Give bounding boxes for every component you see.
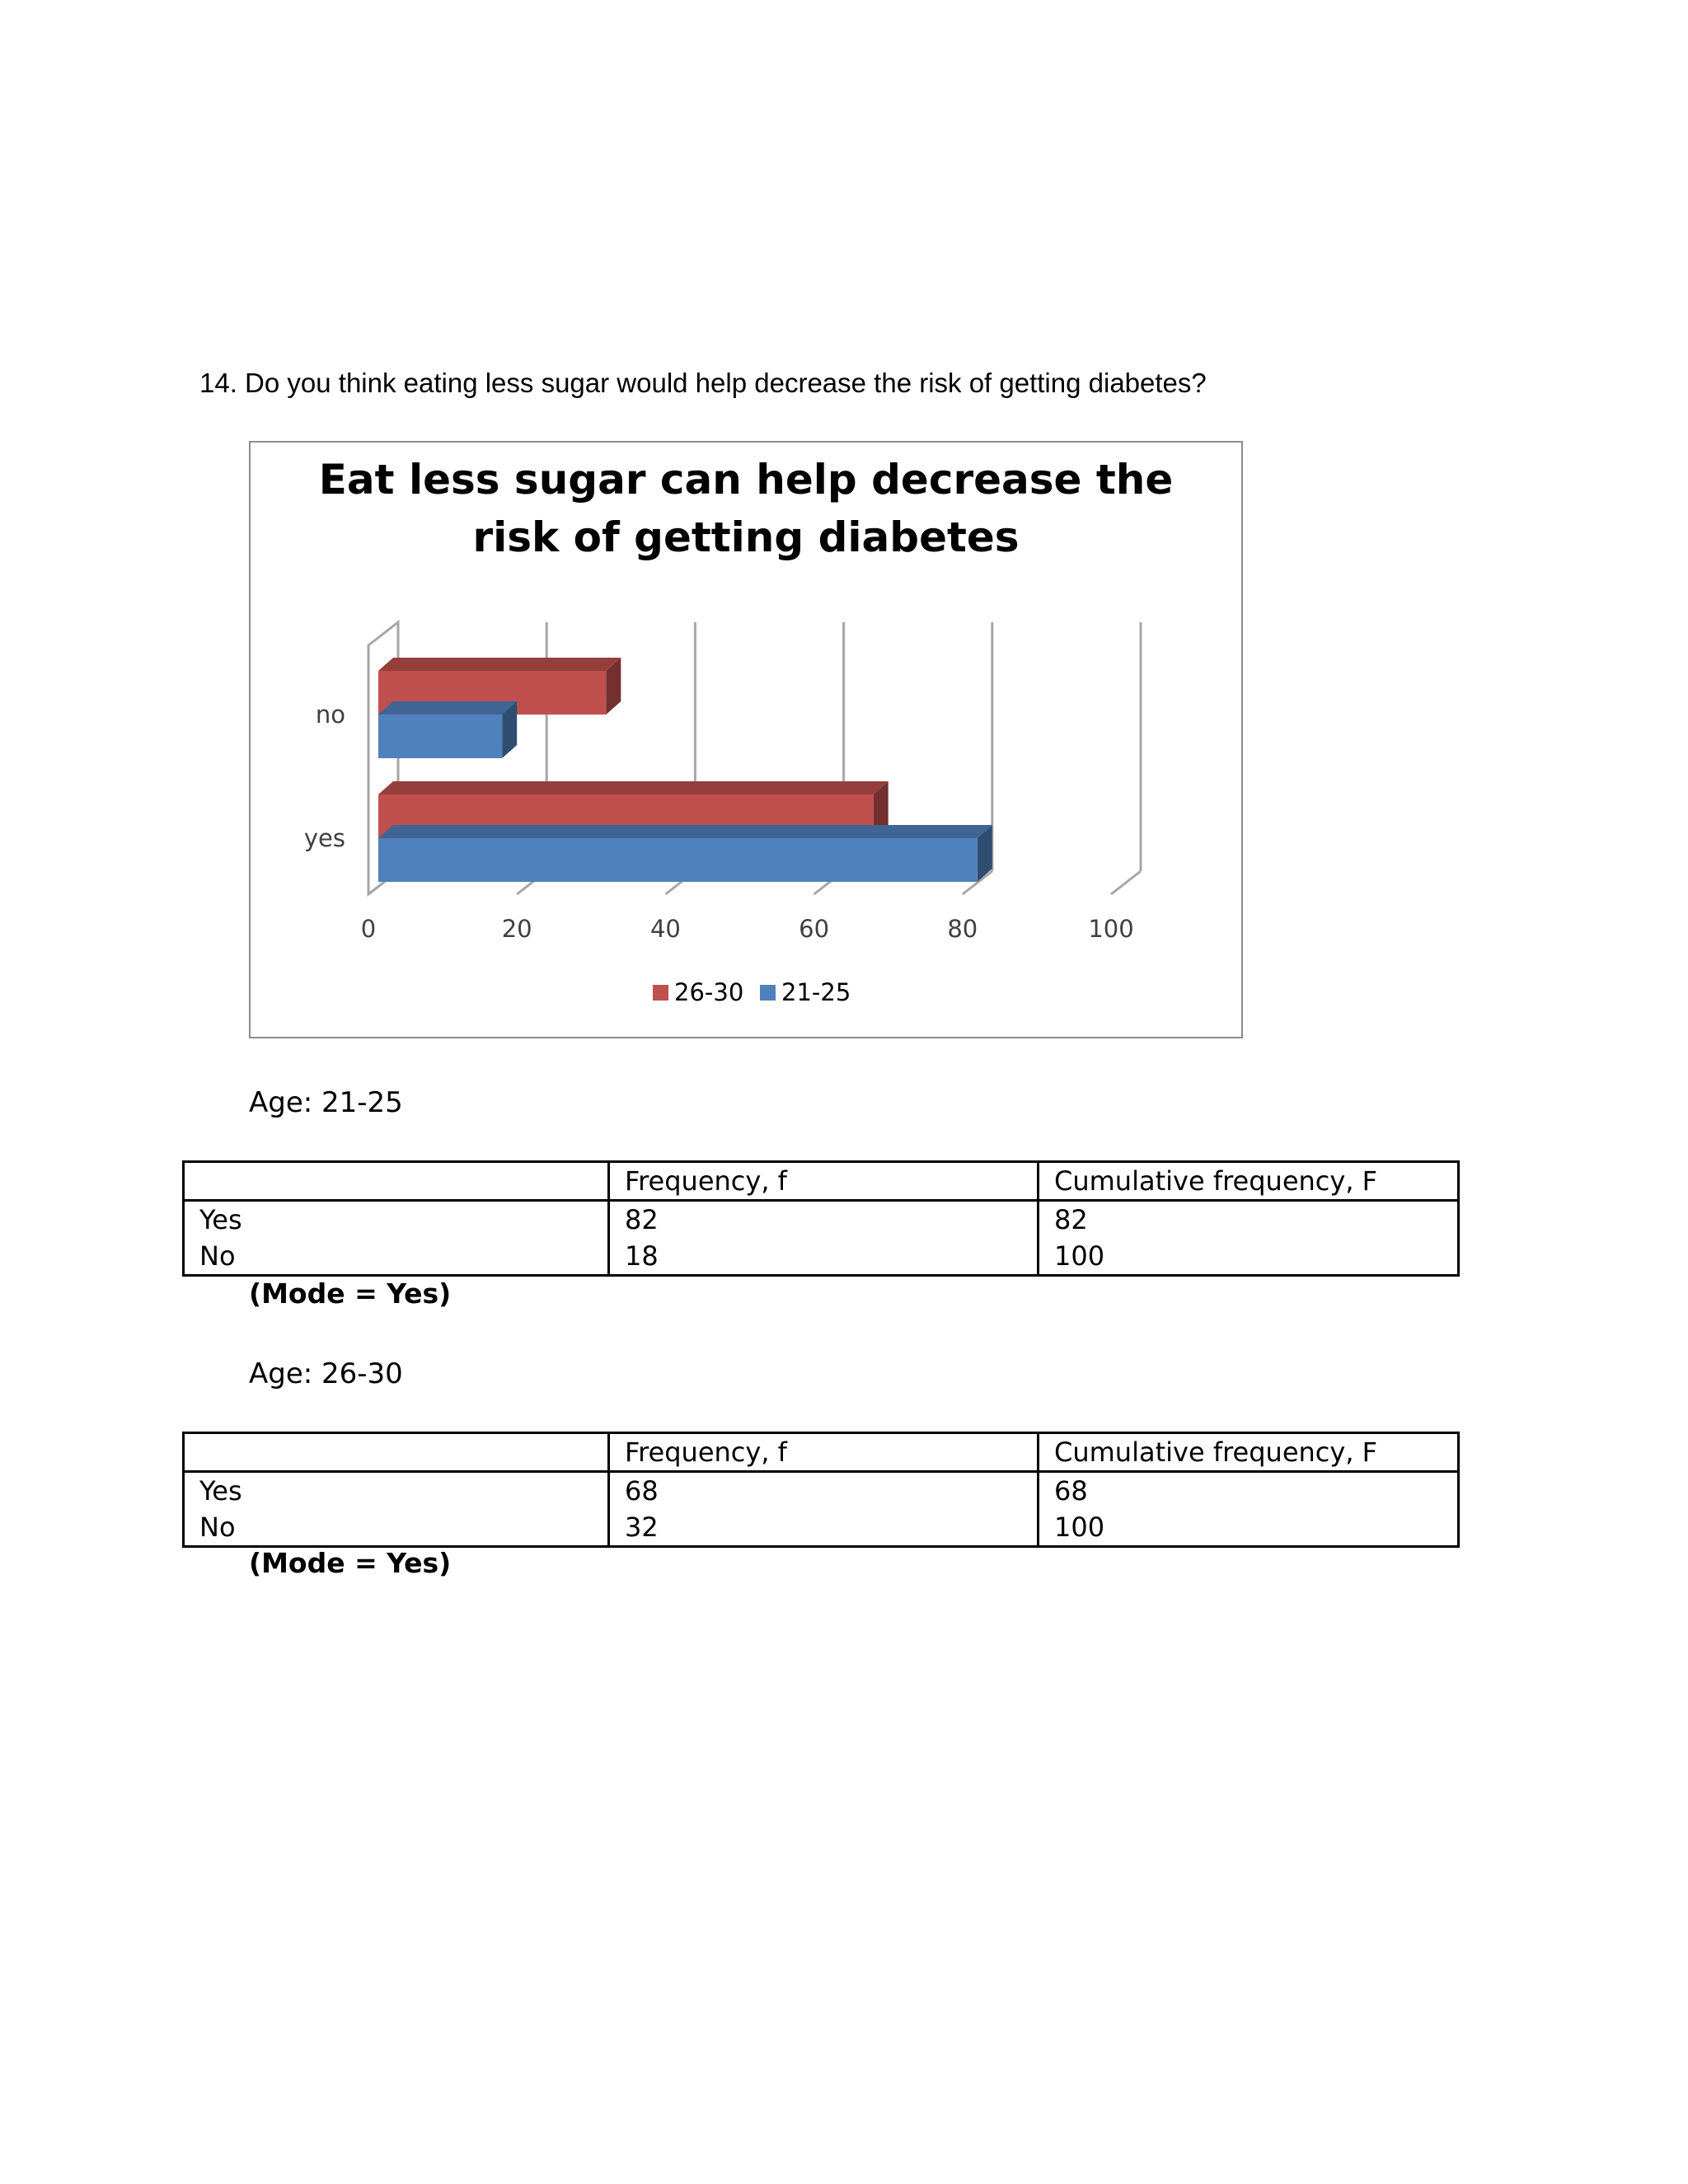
table-cell: Yes [184,1201,609,1239]
legend-swatch [653,985,668,1001]
table-cell: 32 [609,1509,1039,1547]
table-row [184,1472,1459,1510]
table-cell: 68 [1039,1472,1459,1510]
frequency-table-21-25 [182,1160,1460,1277]
table-row [184,1509,1459,1547]
header-cell: Frequency, f [609,1433,1039,1472]
table-1-mode: (Mode = Yes) [249,1277,452,1310]
x-tick-label: 40 [649,915,681,943]
legend-label: 26-30 [674,978,744,1006]
table-cell: 18 [609,1238,1039,1276]
table-header-row [184,1162,1459,1201]
header-cell: Cumulative frequency, F [1039,1433,1459,1472]
bar-no-21-25 [378,715,502,758]
table-cell: No [184,1509,609,1547]
table-header-row [184,1433,1459,1472]
bar-top-face [378,781,889,794]
header-cell [184,1433,609,1472]
table-2-age-label: Age: 26-30 [249,1357,403,1390]
x-tick-label: 80 [947,915,978,943]
table-row [184,1201,1459,1239]
table-2-mode: (Mode = Yes) [249,1547,452,1579]
bar-top-face [378,658,621,671]
table-cell: 100 [1039,1509,1459,1547]
header-cell: Frequency, f [609,1162,1039,1201]
legend-label: 21-25 [781,978,851,1006]
bar-yes-21-25 [378,838,978,882]
table-cell: Yes [184,1472,609,1510]
x-tick-label: 60 [799,915,830,943]
chart-legend [653,978,851,1006]
table-cell: No [184,1238,609,1276]
x-tick-label: 20 [501,915,532,943]
x-tick-label: 100 [1088,915,1134,943]
chart-title-line-1: Eat less sugar can help decrease the [318,456,1174,504]
bar-chart [249,441,1243,1038]
legend-swatch [760,985,776,1001]
header-cell: Cumulative frequency, F [1039,1162,1459,1201]
chart-title-line-2: risk of getting diabetes [472,513,1020,561]
question-text: 14. Do you think eating less sugar would help decrease the risk of getting diabetes? [199,368,1207,398]
table-cell: 68 [609,1472,1039,1510]
table-row [184,1238,1459,1276]
frequency-table-26-30 [182,1432,1460,1548]
bar-top-face [378,825,992,838]
table-1-age-label: Age: 21-25 [249,1086,403,1119]
y-category-label: no [315,701,345,729]
x-tick-label: 0 [360,915,377,943]
chart-svg [251,443,1241,1037]
y-category-label: yes [303,824,345,852]
bar-top-face [378,701,517,715]
bars-layer [378,658,992,882]
table-cell: 82 [1039,1201,1459,1239]
floor-line [1111,871,1141,894]
table-cell: 82 [609,1201,1039,1239]
table-cell: 100 [1039,1238,1459,1276]
header-cell [184,1162,609,1201]
